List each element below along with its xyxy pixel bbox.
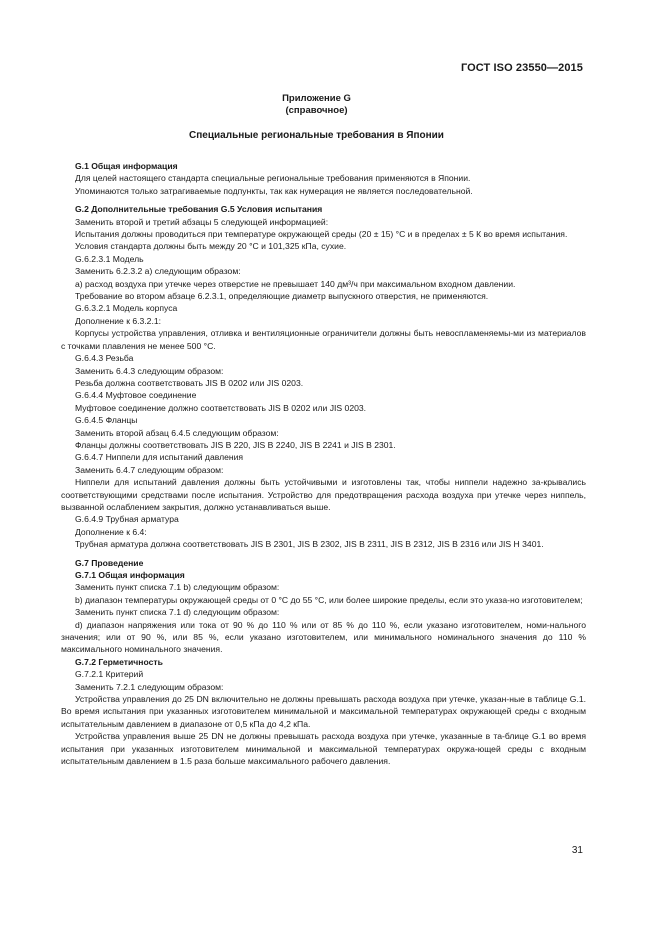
annex-heading: Специальные региональные требования в Японии xyxy=(189,130,444,141)
section-heading: G.1 Общая информация xyxy=(75,161,178,171)
paragraph: Заменить пункт списка 7.1 b) следующим образом: xyxy=(75,582,280,593)
paragraph: G.6.4.3 Резьба xyxy=(75,353,134,364)
paragraph: Заменить второй и третий абзацы 5 следующей информацией: xyxy=(75,216,329,227)
paragraph: Фланцы должны соответствовать JIS В 220, JIS В 2240, JIS В 2241 и JIS В 2301. xyxy=(75,439,396,450)
paragraph: Заменить 6.4.3 следующим образом: xyxy=(75,365,224,376)
paragraph: Корпусы устройства управления, отливка и вентиляционные ограничители должны быть невоспламеняемы-ми из материалов с точками плавления не менее 500 °С. xyxy=(61,328,586,351)
paragraph: Дополнение к 6.4: xyxy=(75,526,147,537)
paragraph: b) диапазон температуры окружающей среды от 0 °С до 55 °С, или более широкие пределы, если это указа-но изготовителем; xyxy=(75,594,583,605)
paragraph: Требование во втором абзаце 6.2.3.1, определяющие диаметр выпускного отверстия, не применяются. xyxy=(75,291,489,302)
paragraph: Заменить 6.2.3.2 а) следующим образом: xyxy=(75,266,241,277)
section-heading: G.7.1 Общая информация xyxy=(75,570,185,580)
document-body xyxy=(61,160,586,768)
annex-header xyxy=(0,93,633,117)
paragraph: а) расход воздуха при утечке через отверстие не превышает 140 дм³/ч при максимальном входном давлении. xyxy=(75,278,516,289)
annex-type: (справочное) xyxy=(285,105,348,116)
paragraph: Устройства управления до 25 DN включительно не должны превышать расхода воздуха при утечке, указан-ные в таблице G.1. Во время испытания при указанных изготовителем минимальной и максимальной температурах окружающей среды с входным испытательным давлением в диапазоне от 0,5 кПа до 4,2 кПа. xyxy=(61,694,586,729)
standard-number: ГОСТ ISO 23550—2015 xyxy=(460,62,583,74)
paragraph: Резьба должна соответствовать JIS В 0202 или JIS 0203. xyxy=(75,377,304,388)
paragraph: Муфтовое соединение должно соответствовать JIS В 0202 или JIS 0203. xyxy=(75,402,367,413)
paragraph: Заменить второй абзац 6.4.5 следующим образом: xyxy=(75,427,279,438)
paragraph: Заменить пункт списка 7.1 d) следующим образом: xyxy=(75,607,280,618)
page-number: 31 xyxy=(571,845,583,856)
section-heading: G.2 Дополнительные требования G.5 Условия испытания xyxy=(75,204,323,215)
section-heading: G.7.2 Герметичность xyxy=(75,656,163,667)
paragraph: Трубная арматура должна соответствовать JIS В 2301, JIS В 2302, JIS В 2311, JIS В 2312, JIS В 2316 или JIS Н 3401. xyxy=(75,539,544,550)
paragraph: d) диапазон напряжения или тока от 90 % до 110 % или от 85 % до 110 %, если указано изготовителем, номи-нального значения; или от 90 %, или 85 %, если указано изготовителем, или минимального номинального значения до 110 % максимального номинального значения. xyxy=(61,619,586,655)
paragraph: Условия стандарта должны быть между 20 °С и 101,325 кПа, сухие. xyxy=(75,241,347,252)
paragraph: G.6.4.4 Муфтовое соединение xyxy=(75,390,197,401)
paragraph: G.6.2.3.1 Модель xyxy=(75,253,144,264)
paragraph: Устройства управления выше 25 DN не должны превышать расхода воздуха при утечке, указанные в та-блице G.1 во время испытания при указанных изготовителем минимальной и максимальной температурах окружа-ющей среды с входным испытательным давлением в 1.5 раза больше максимального рабочего давления. xyxy=(61,731,586,767)
paragraph: Упоминаются только затрагиваемые подпункты, так как нумерация не является последовательной. xyxy=(75,185,473,196)
paragraph: G.6.4.5 Фланцы xyxy=(75,415,138,426)
annex-title: Приложение G xyxy=(282,93,351,104)
paragraph: G.6.4.7 Ниппели для испытаний давления xyxy=(75,452,244,463)
paragraph: Для целей настоящего стандарта специальные региональные требования применяются в Японии. xyxy=(75,173,471,184)
paragraph: Заменить 7.2.1 следующим образом: xyxy=(75,681,224,692)
paragraph: G.7.2.1 Критерий xyxy=(75,669,144,680)
paragraph: Испытания должны проводиться при температуре окружающей среды (20 ± 15) °С и в пределах ± 5 К во время испытания. xyxy=(75,229,568,240)
section-heading: G.7 Проведение xyxy=(75,557,144,568)
paragraph: G.6.3.2.1 Модель корпуса xyxy=(75,303,178,314)
paragraph: Заменить 6.4.7 следующим образом: xyxy=(75,464,224,475)
paragraph: Дополнение к 6.3.2.1: xyxy=(75,315,162,326)
paragraph: G.6.4.9 Трубная арматура xyxy=(75,514,179,525)
paragraph: Ниппели для испытаний давления должны быть устойчивыми и изготовлены так, чтобы ниппели надежно за-крывались соответствующими средствами после испытания. Устройство для предотвращения расхода воздуха при утечке через ниппель, вызванной ослаблением закрытия, должно устанавливаться выше. xyxy=(61,477,586,512)
